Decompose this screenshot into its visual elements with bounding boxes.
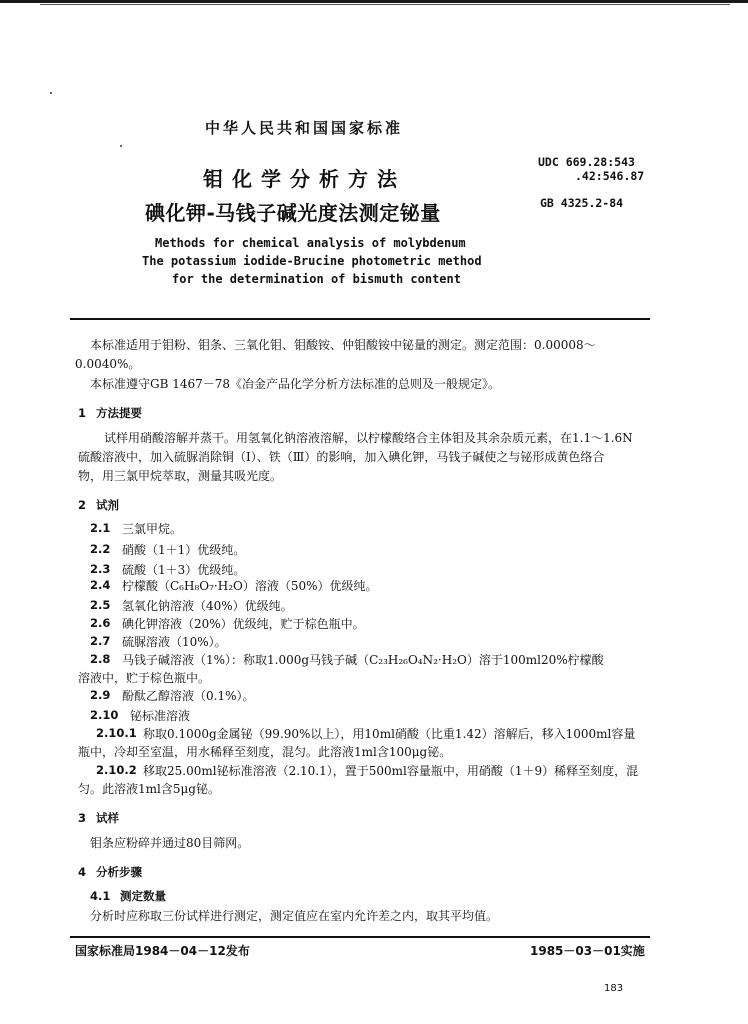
intro-paragraph-line2: 0.0040%。 — [75, 357, 141, 371]
footer-rule — [70, 936, 650, 938]
gb-number: GB 4325.2-84 — [540, 196, 624, 210]
reagent-number: 2.1 — [90, 521, 111, 535]
header-rule — [70, 318, 650, 320]
reagent-number: 2.9 — [90, 688, 111, 702]
title-en-line2: The potassium iodide-Brucine photometric method — [142, 254, 482, 268]
reagent-number: 2.7 — [90, 634, 111, 648]
reagent-text: 移取25.00ml铋标准溶液（2.10.1），置于500ml容量瓶中，用硝酸（1＋9）稀释至刻度，混 — [143, 764, 639, 778]
section-2-number: 2 — [78, 498, 87, 512]
subsection-text: 分析时应称取三份试样进行测定，测定值应在室内允许差之内，取其平均值。 — [90, 909, 499, 923]
reagent-text: 马钱子碱溶液（1%）：称取1.000g马钱子碱（C₂₃H₂₆O₄N₂·H₂O）溶于100ml20%柠檬酸 — [122, 653, 604, 667]
reagent-number: 2.2 — [90, 542, 111, 556]
section-1-title: 方法提要 — [96, 406, 142, 420]
reagent-text: 硫脲溶液（10%）。 — [122, 635, 227, 649]
udc-code-line2: .42:546.87 — [575, 169, 645, 183]
reagent-text: 铋标准溶液 — [130, 709, 191, 723]
reagent-number: 2.6 — [90, 616, 111, 630]
issue-date: 国家标准局1984－04－12发布 — [75, 944, 250, 958]
section-3-text: 钼条应粉碎并通过80目筛网。 — [90, 836, 250, 850]
reagent-text-continued: 溶液中，贮于棕色瓶中。 — [78, 671, 211, 685]
reagent-text-continued: 匀。此溶液1ml含5μg铋。 — [78, 782, 220, 796]
section-1-text-line3: 物，用三氯甲烷萃取，测量其吸光度。 — [78, 469, 283, 483]
reagent-text: 酚酞乙醇溶液（0.1%）。 — [122, 689, 255, 703]
section-1-text-line1: 试样用硝酸溶解并蒸干。用氢氧化钠溶液溶解，以柠檬酸络合主体钼及其余杂质元素，在1.1～1.6N — [104, 431, 633, 445]
scan-speck — [120, 145, 122, 147]
reagent-text-continued: 瓶中，冷却至室温，用水稀释至刻度，混匀。此溶液1ml含100μg铋。 — [78, 745, 452, 759]
country-standard-heading: 中华人民共和国国家标准 — [205, 119, 404, 137]
section-2-title: 试剂 — [96, 498, 119, 512]
section-4-number: 4 — [78, 865, 87, 879]
reagent-text: 硝酸（1＋1）优级纯。 — [122, 543, 246, 557]
subsection-title: 测定数量 — [120, 889, 166, 903]
scan-edge-top — [0, 0, 748, 3]
reagent-number: 2.10.1 — [96, 726, 137, 740]
reagent-number: 2.8 — [90, 652, 111, 666]
reagent-text: 氢氧化钠溶液（40%）优级纯。 — [122, 599, 293, 613]
title-en-line3: for the determination of bismuth content — [172, 272, 461, 286]
subsection-number: 4.1 — [90, 889, 111, 903]
reagent-text: 三氯甲烷。 — [122, 522, 183, 536]
scan-speck — [50, 92, 52, 94]
udc-code-line1: UDC 669.28:543 — [538, 155, 635, 169]
reagent-text: 硫酸（1＋3）优级纯。 — [122, 563, 246, 577]
reagent-number: 2.5 — [90, 598, 111, 612]
reagent-number: 2.10.2 — [96, 763, 137, 777]
reagent-text: 柠檬酸（C₆H₈O₇·H₂O）溶液（50%）优级纯。 — [122, 579, 378, 593]
effective-date: 1985－03－01实施 — [530, 944, 645, 958]
section-1-text-line2: 硫酸溶液中，加入硫脲消除铜（Ⅰ）、铁（Ⅲ）的影响，加入碘化钾，马钱子碱使之与铋形成黄色络合 — [78, 450, 605, 464]
reagent-number: 2.3 — [90, 562, 111, 576]
title-cn-line1: 钼化学分析方法 — [203, 167, 406, 191]
reagent-number: 2.10 — [90, 708, 119, 722]
title-en-line1: Methods for chemical analysis of molybdenum — [155, 236, 466, 250]
section-1-number: 1 — [78, 406, 87, 420]
reagent-text: 碘化钾溶液（20%）优级纯，贮于棕色瓶中。 — [122, 617, 365, 631]
title-cn-line2: 碘化钾-马钱子碱光度法测定铋量 — [145, 201, 441, 225]
page-number: 183 — [604, 983, 624, 994]
reagent-number: 2.4 — [90, 578, 111, 592]
intro-paragraph-line1: 本标准适用于钼粉、钼条、三氧化钼、钼酸铵、仲钼酸铵中铋量的测定。测定范围：0.00008～ — [90, 338, 596, 352]
section-3-title: 试样 — [96, 811, 119, 825]
reagent-text: 称取0.1000g金属铋（99.90%以上），用10ml硝酸（比重1.42）溶解后，移入1000ml容量 — [143, 727, 636, 741]
intro-paragraph2: 本标准遵守GB 1467－78《冶金产品化学分析方法标准的总则及一般规定》。 — [90, 377, 501, 391]
section-4-title: 分析步骤 — [96, 865, 142, 879]
scan-edge-line — [40, 4, 730, 5]
section-3-number: 3 — [78, 811, 87, 825]
